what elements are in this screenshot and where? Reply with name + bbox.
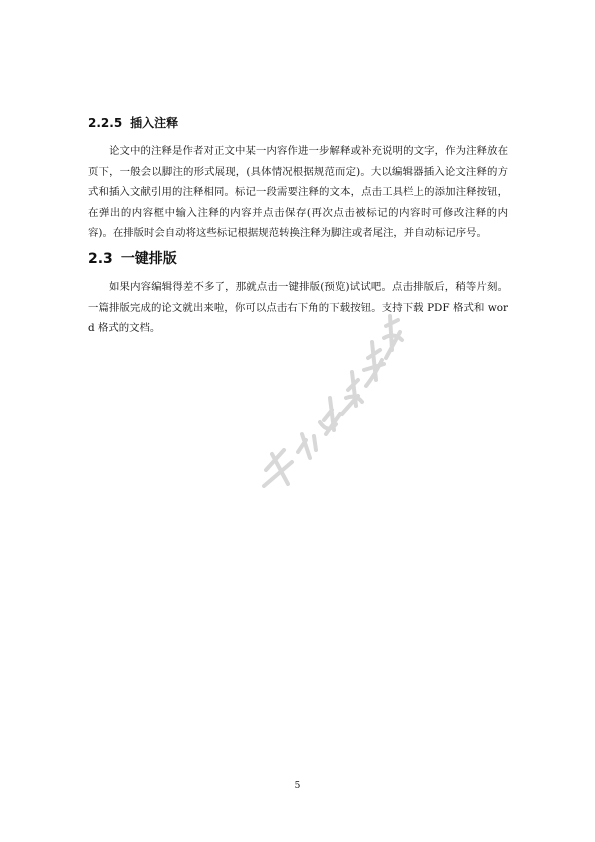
section-heading-2-3 xyxy=(88,248,508,270)
section-paragraph-2-2-5: 论文中的注释是作者对正文中某一内容作进一步解释或补充说明的文字，作为注释放在页下，一般会以脚注的形式展现，(具体情况根据规范而定)。大以编辑器插入论文注释的方式和插入文献引用的注释相同。标记一段需要注释的文本，点击工具栏上的添加注释按钮，在弹出的内容框中输入注释的内容并点击保存(再次点击被标记的内容时可修改注释的内容)。在排版时会自动将这些标记根据规范转换注释为脚注或者尾注，并自动标记序号。 xyxy=(88,145,508,240)
page-content xyxy=(88,113,508,339)
section-number: 2.2.5 xyxy=(88,116,123,130)
section-paragraph-2-3: 如果内容编辑得差不多了，那就点击一键排版(预览)试试吧。点击排版后，稍等片刻。一篇排版完成的论文就出来啦，你可以点击右下角的下载按钮。支持下载 PDF 格式和 word 格式的文档。 xyxy=(88,280,508,335)
section-title: 插入注释 xyxy=(130,116,179,130)
page-number: 5 xyxy=(294,781,301,791)
section-heading-2-2-5 xyxy=(88,113,508,133)
section-title: 一键排版 xyxy=(120,250,177,267)
section-number: 2.3 xyxy=(88,250,113,267)
